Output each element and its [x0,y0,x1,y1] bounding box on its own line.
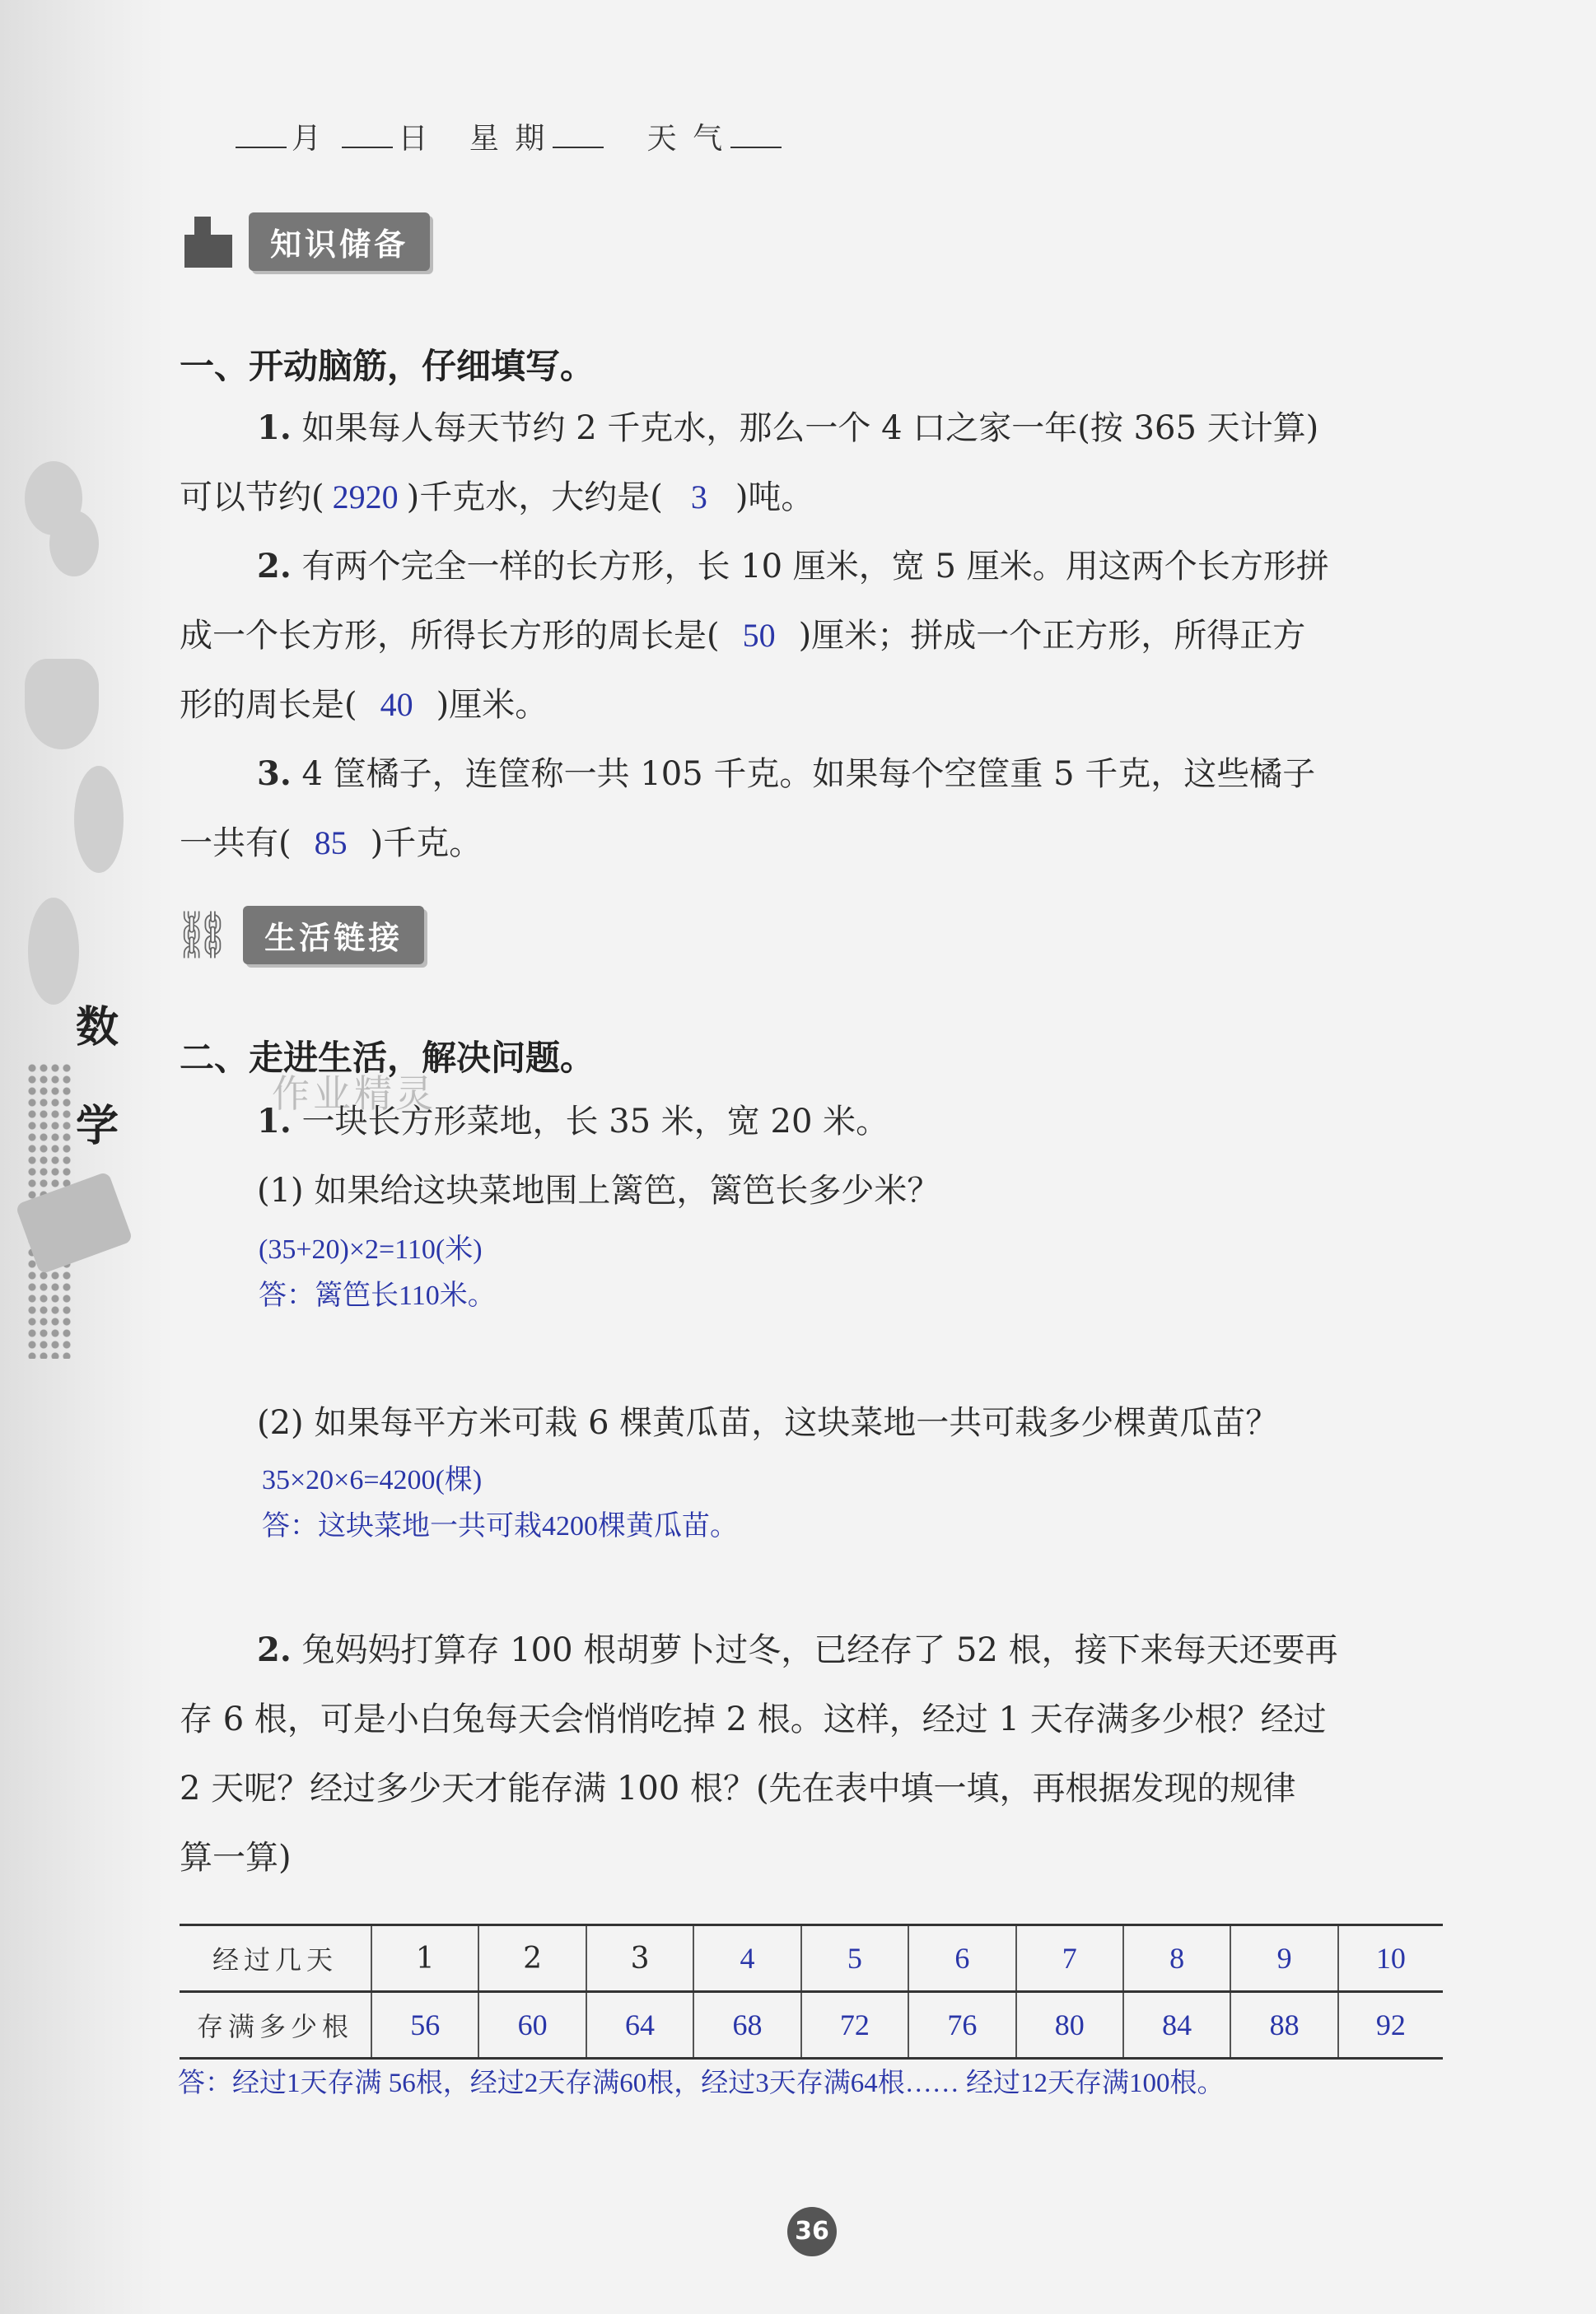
question-2-cont2 [180,670,1448,739]
question-3 [180,739,1448,809]
section2-heading: 二、走进生活，解决问题。 [180,1038,595,1078]
question-text: 有两个完全一样的长方形，长 10 厘米，宽 5 厘米。用这两个长方形拼 [301,548,1329,585]
sub1-work [259,1227,496,1319]
question-2-line4: 算一算) [180,1839,292,1877]
day-blank[interactable] [342,147,393,148]
answer-blank[interactable]: 40 [380,686,413,723]
question-2-line3: 2 天呢？经过多少天才能存满 100 根？(先在表中填一填，再根据发现的规律 [180,1770,1296,1808]
section1-heading: 一、开动脑筋，仔细填写。 [180,346,595,386]
day-cell[interactable]: 8 [1123,1925,1230,1992]
day-cell: 2 [478,1925,586,1992]
margin-decoration [0,0,165,2314]
date-line [231,115,786,157]
weather-blank[interactable] [730,147,782,148]
question-text: 一共有( [180,824,292,862]
amount-cell[interactable]: 72 [801,1992,908,2059]
question-text: 成一个长方形，所得长方形的周长是( [180,617,720,655]
day-cell[interactable]: 7 [1016,1925,1123,1992]
question-text: )千克水，大约是( [406,478,663,516]
page-number: 36 [787,2207,837,2256]
sub2-work [262,1458,738,1550]
question-text: 如果每人每天节约 2 千克水，那么一个 4 口之家一年(按 365 天计算) [301,409,1319,447]
sub-question-2-wrap [180,1388,1448,1458]
section-badge-life [173,906,424,964]
weather-label: 天 气 [646,122,726,156]
amount-cell[interactable]: 88 [1230,1992,1337,2059]
question-text: 形的周长是( [180,686,357,724]
question-2-cont [180,601,1448,670]
day-cell: 1 [371,1925,478,1992]
section2-q1 [180,1087,1448,1225]
weekday-blank[interactable] [553,147,604,148]
answer-blank[interactable]: 85 [314,824,348,861]
day-cell: 3 [586,1925,693,1992]
question-number: 3. [257,754,292,793]
answer-blank[interactable]: 3 [690,478,707,516]
watermark: 作业精灵 [272,1071,436,1116]
question-text: 一块长方形菜地，长 35 米，宽 20 米。 [301,1103,889,1141]
day-cell[interactable]: 10 [1338,1925,1443,1992]
question-text: )千克。 [370,824,483,862]
question-number: 1. [257,408,292,447]
question-1-cont [180,463,1448,532]
section1-questions [180,394,1448,878]
section-badge-knowledge [180,212,430,271]
question-1 [180,1087,1448,1156]
amount-cell[interactable]: 64 [586,1992,693,2059]
question-3-cont [180,809,1448,878]
drink-illustration [25,659,99,749]
amount-cell[interactable]: 68 [693,1992,800,2059]
margin-subject-char-1: 数 [76,1003,119,1052]
castle-icon [180,217,237,268]
question-text: 可以节约( [180,478,324,516]
question-text: 兔妈妈打算存 100 根胡萝卜过冬，已经存了 52 根，接下来每天还要再 [301,1631,1338,1669]
amount-cell[interactable]: 84 [1123,1992,1230,2059]
day-cell[interactable]: 4 [693,1925,800,1992]
question-text: 4 筐橘子，连筐称一共 105 千克。如果每个空筐重 5 千克，这些橘子 [301,755,1316,793]
amount-cell[interactable]: 56 [371,1992,478,2059]
section2-q2 [180,1616,1448,1892]
answer-text: 答：篱笆长110米。 [259,1281,496,1311]
question-2 [180,532,1448,601]
badge-label: 知识储备 [249,212,430,271]
table-row-days [180,1925,1443,1992]
day-label: 日 [398,122,432,156]
answer-blank[interactable]: 50 [742,617,776,654]
question-number: 2. [257,547,292,585]
sub-question-1: (1) 如果给这块菜地围上篱笆，篱笆长多少米？ [257,1172,940,1210]
question-2 [180,1616,1448,1685]
carrot-table-wrap [180,1924,1443,2060]
answer-blank[interactable]: 2920 [332,478,399,516]
weekday-label: 星 期 [469,122,548,156]
amount-cell[interactable]: 80 [1016,1992,1123,2059]
day-cell[interactable]: 6 [908,1925,1015,1992]
slipper-illustration-2 [28,898,79,1005]
amount-cell[interactable]: 92 [1338,1992,1443,2059]
chain-link-icon: ⛓ [173,907,232,962]
glasses-illustration-lens [49,511,99,576]
slipper-illustration [74,766,124,873]
sub-question-2: (2) 如果每平方米可栽 6 棵黄瓜苗，这块菜地一共可栽多少棵黄瓜苗？ [257,1404,1279,1442]
amount-cell[interactable]: 60 [478,1992,586,2059]
question-1 [180,394,1448,463]
day-cell[interactable]: 9 [1230,1925,1337,1992]
month-blank[interactable] [236,147,287,148]
row-header: 经过几天 [180,1925,371,1992]
calculation: (35+20)×2=110(米) [259,1234,483,1265]
table-row-amounts [180,1992,1443,2059]
day-cell[interactable]: 5 [801,1925,908,1992]
badge-label: 生活链接 [243,906,424,964]
amount-cell[interactable]: 76 [908,1992,1015,2059]
month-label: 月 [292,122,325,156]
question-number: 1. [257,1102,292,1141]
margin-subject-char-2: 学 [76,1102,119,1151]
question-text: )厘米；拼成一个正方形，所得正方 [798,617,1306,655]
question-2-line2: 存 6 根，可是小白兔每天会悄悄吃掉 2 根。这样，经过 1 天存满多少根？经过 [180,1701,1327,1738]
carrot-table [180,1924,1443,2060]
calculation: 35×20×6=4200(棵) [262,1465,483,1495]
final-answer: 答：经过1天存满 56根，经过2天存满60根，经过3天存满64根…… 经过12天存满100根。 [178,2069,1225,2098]
question-text: )吨。 [735,478,814,516]
question-number: 2. [257,1631,292,1669]
question-text: )厘米。 [436,686,548,724]
row-header: 存满多少根 [180,1992,371,2059]
answer-text: 答：这块菜地一共可栽4200棵黄瓜苗。 [262,1511,738,1542]
